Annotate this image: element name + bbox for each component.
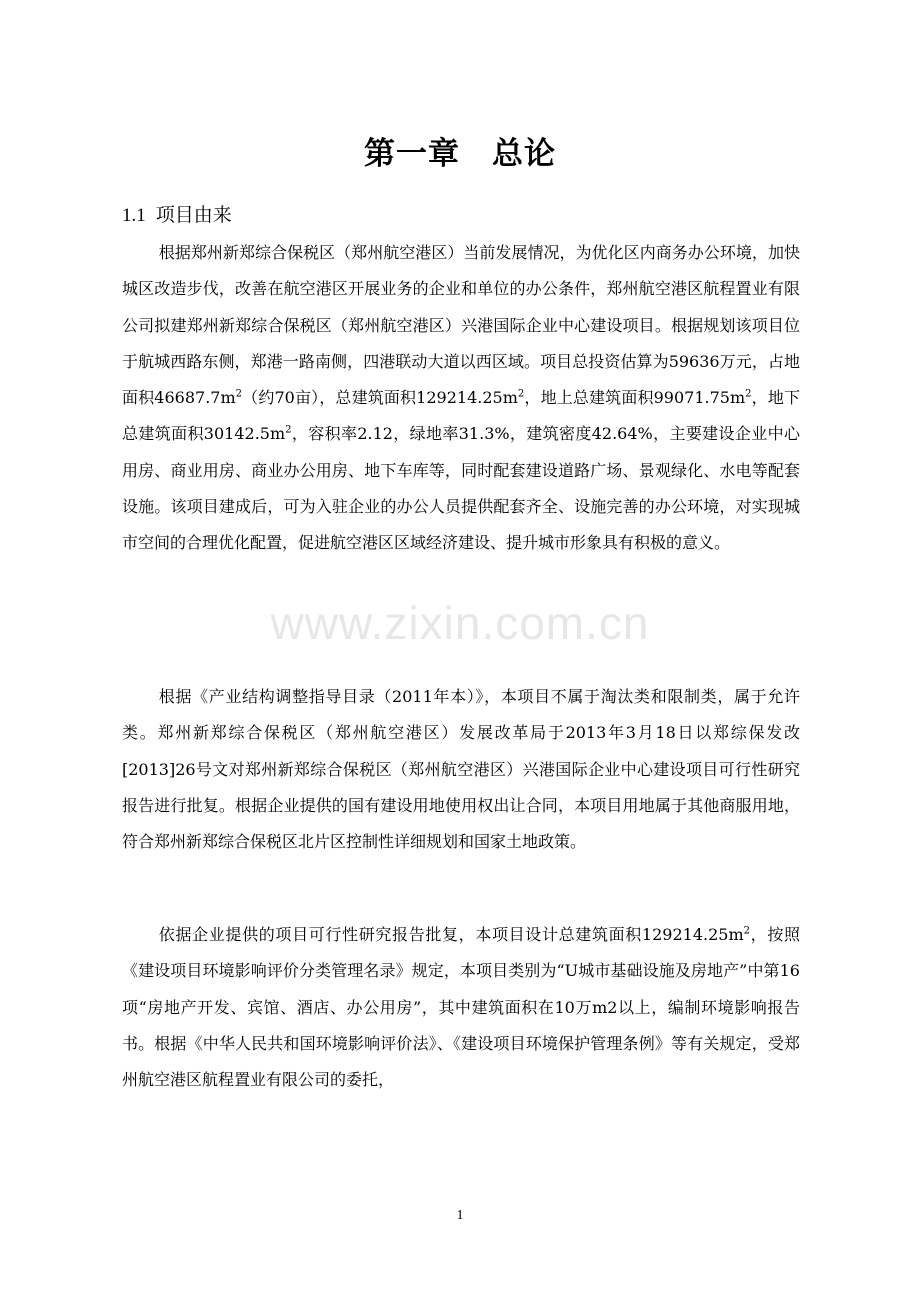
paragraph-text: ，地下总建筑面积30142.5m [122,388,800,444]
paragraph-industry-policy: 根据《产业结构调整指导目录（2011年本）》，本项目不属于淘汰类和限制类，属于允许类。郑州新郑综合保税区（郑州航空港区）发展改革局于2013年3月18日以郑综保发改[2013]26号文对郑州新郑综合保税区（郑州航空港区）兴港国际企业中心建设项目可行性研究报告进行批复。根据企业提供的国有建设用地使用权出让合同，本项目用地属于其他商服用地，符合郑州新郑综合保税区北片区控制性详细规划和国家土地政策。 [122,687,800,852]
paragraph-text: ，按照《建设项目环境影响评价分类管理名录》规定，本项目类别为“U城市基础设施及房地产”中第16项“房地产开发、宾馆、酒店、办公用房”，其中建筑面积在10万m2以上，编制环境影响报告书。根据《中华人民共和国环境影响评价法》、《建设项目环境保护管理条例》等有关规定，受郑州航空港区航程置业有限公司的委托， [122,925,800,1090]
paragraph-text: 根据郑州新郑综合保税区（郑州航空港区）当前发展情况，为优化区内商务办公环境，加快城区改造步伐，改善在航空港区开展业务的企业和单位的办公条件，郑州航空港区航程置业有限公司拟建郑州新郑综合保税区（郑州航空港区）兴港国际企业中心建设项目。根据规划该项目位于航城西路东侧，郑港一路南侧，四港联动大道以西区域。项目总投资估算为59636万元，占地面积46687.7m [122,243,800,408]
watermark: www.zixin.com.cn [270,597,650,649]
superscript: 2 [743,925,750,937]
superscript: 2 [285,425,292,437]
superscript: 2 [517,388,525,400]
chapter-title: 第一章 总论 [364,136,556,172]
superscript: 2 [745,388,752,400]
section-title: 项目由来 [155,204,232,226]
paragraph-text: ，地上总建筑面积99071.75m [524,388,746,408]
page-number: 1 [456,1208,464,1223]
superscript: 2 [235,388,243,400]
paragraph-text: ，容积率2.12，绿地率31.3%，建筑密度42.64%，主要建设企业中心用房、商业用房、商业办公用房、地下车库等，同时配套建设道路广场、景观绿化、水电等配套设施。该项目建成后，可为入驻企业的办公人员提供配套齐全、设施完善的办公环境，对实现城市空间的合理优化配置，促进航空港区区域经济建设、提升城市形象具有积极的意义。 [122,424,800,553]
paragraph-eia-basis [122,917,800,1098]
section-number: 1.1 [122,205,146,226]
paragraph-text: （约70亩），总建筑面积129214.25m [242,388,518,408]
paragraph-project-origin [122,235,800,562]
section-heading [122,200,232,231]
paragraph-text: 依据企业提供的项目可行性研究报告批复，本项目设计总建筑面积129214.25m [158,925,744,944]
